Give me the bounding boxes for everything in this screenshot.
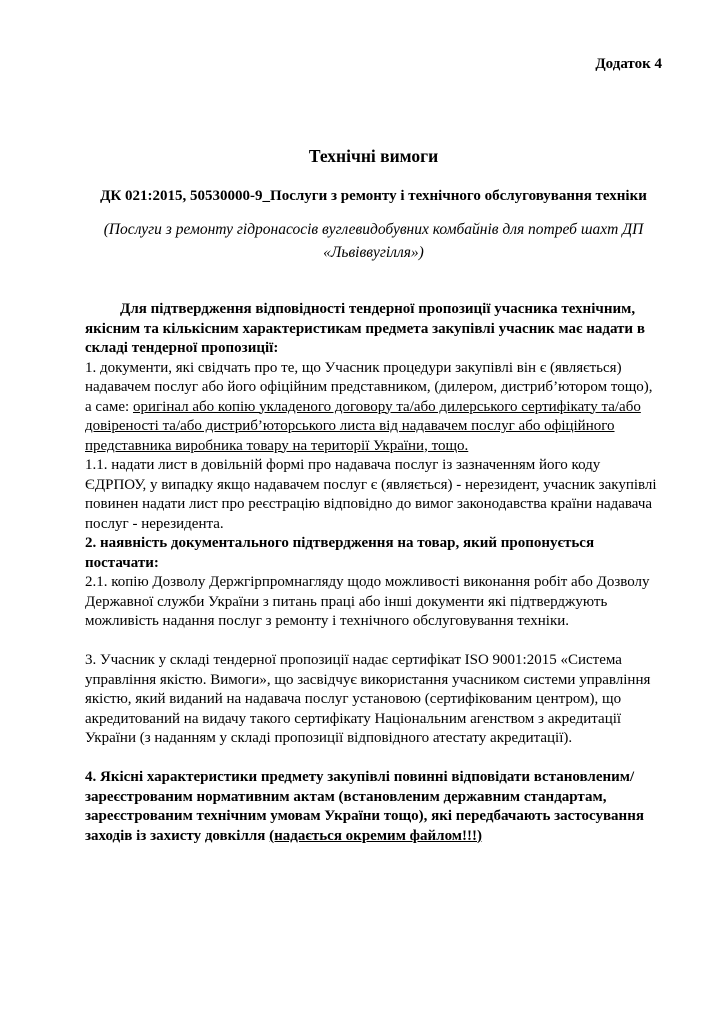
item-1-text: 1. документи, які свідчать про те, що Учасник процедури закупівлі він є (являється) надавачем послуг або його офіційним представником, (дилером, дистриб’ютором тощо), а саме: — [85, 359, 653, 415]
procurement-code-line: ДК 021:2015, 50530000-9_Послуги з ремонту і технічного обслуговування техніки — [100, 188, 647, 204]
item-2-1-text: 2.1. копію Дозволу Держгірпромнагляду щодо можливості виконання робіт або Дозволу Державної служби України з питань праці або інші документи які підтверджують можливість надання послуг з ремонту і технічного обслуговування техніки. — [85, 574, 650, 629]
item-2-heading-paragraph — [85, 534, 662, 573]
intro-requirements-text: Для підтвердження відповідності тендерної пропозиції учасника технічним, якісним та кількісним характеристикам предмета закупівлі учасник має надати в складі тендерної пропозиції: — [85, 301, 645, 356]
intro-requirements-paragraph — [85, 300, 662, 359]
item-3-text: 3. Учасник у складі тендерної пропозиції надає сертифікат ISO 9001:2015 «Система управління якістю. Вимоги», що засвідчує використання учасником системи управління якістю, який виданий на надавача послуг установою (сертифікованим центром), що акредитований на видачу такого сертифікату Національним агенством з акредитації України (з наданням у складі пропозиції відповідного атестату акредитації). — [85, 652, 651, 746]
item-2-heading-text: 2. наявність документального підтвердження на товар, який пропонується постачати: — [85, 535, 595, 571]
item-3-iso-certificate-paragraph — [85, 651, 662, 749]
item-2-1-permit-paragraph — [85, 573, 662, 632]
item-1-documents-paragraph — [85, 359, 662, 457]
appendix-label: Додаток 4 — [595, 56, 662, 72]
document-title: Технічні вимоги — [308, 146, 439, 166]
item-1-underlined-text: оригінал або копію укладеного договору та/або дилерського сертифікату та/або довіреності та/або дистриб’юторського листа від надавачем послуг або офіційного представника виробника товару на території України, тощо. — [85, 398, 641, 454]
item-4-separate-file-note-text: (надається окремим файлом!!!) — [269, 827, 483, 844]
document-body — [85, 300, 662, 846]
item-4-quality-characteristics-paragraph — [85, 768, 662, 846]
item-4-text: 4. Якісні характеристики предмету закупівлі повинні відповідати встановленим/зареєстрованим нормативним актам (встановленим державним стандартам, зареєстрованим технічним умовам України тощо), які передбачають застосування заходів із захисту довкілля — [85, 769, 644, 844]
document-subtitle: (Послуги з ремонту гідронасосів вуглевидобувних комбайнів для потреб шахт ДП «Львіввугілля») — [103, 221, 644, 261]
item-1-1-nonresident-letter-paragraph — [85, 456, 662, 534]
item-1-1-text: 1.1. надати лист в довільній формі про надавача послуг із зазначенням його коду ЄДРПОУ, у випадку якщо надавачем послуг є (являється) - нерезидент, учасник закупівлі повинен надати лист про реєстрацію відповідно до вимог законодавства країни надавача послуг - нерезидента. — [85, 457, 657, 532]
